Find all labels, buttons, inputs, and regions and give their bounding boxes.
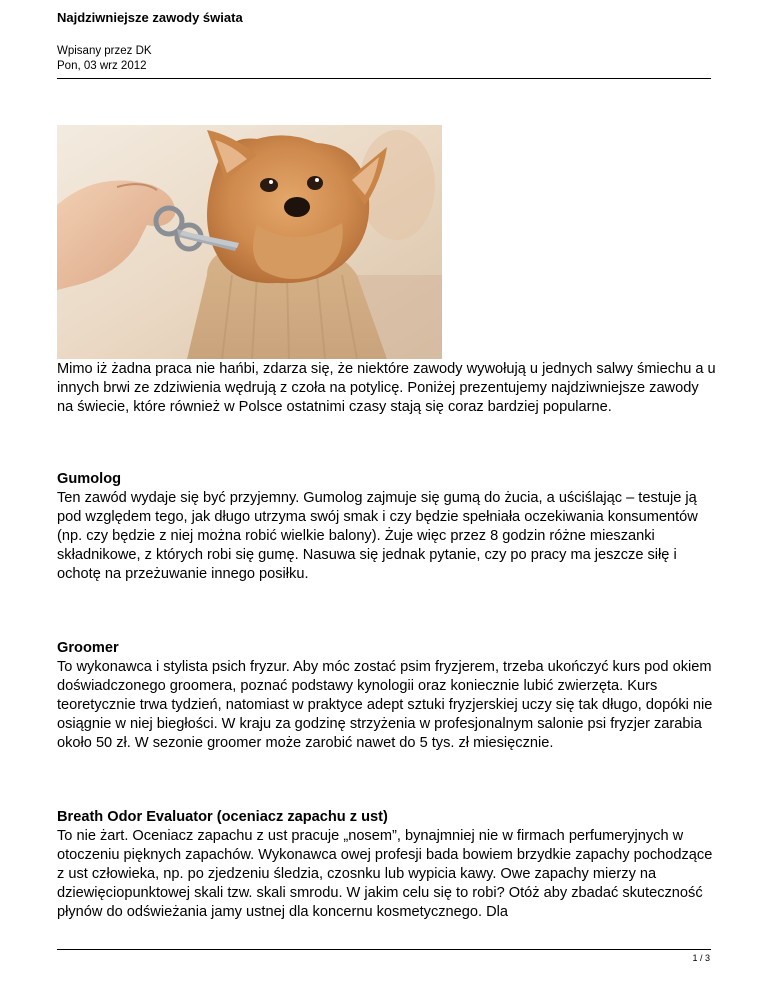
footer-divider bbox=[57, 949, 711, 950]
article-meta bbox=[57, 44, 711, 74]
page-number: 1 / 3 bbox=[692, 953, 710, 963]
section-paragraph: Ten zawód wydaje się być przyjemny. Gumolog zajmuje się gumą do żucia, a uściślając – testuje ją pod względem tego, jak długo utrzyma swój smak i czy będzie spełniała oczekiwania konsumentów (np. czy będzie z niej można robić wielkie balony). Żuje więc przez 8 godzin różne mieszanki składnikowe, z których robi się gumę. Nasuwa się jednak pytanie, czy po pracy ma jeszcze siłę i ochotę na przeżuwanie innego posiłku. bbox=[57, 490, 698, 582]
author-line: Wpisany przez DK bbox=[57, 45, 152, 57]
article-photo bbox=[57, 125, 442, 359]
section-heading: Gumolog bbox=[57, 471, 122, 487]
section-gumolog bbox=[57, 470, 717, 584]
section-heading: Groomer bbox=[57, 640, 119, 656]
document-title: Najdziwniejsze zawody świata bbox=[57, 10, 243, 25]
section-paragraph: To wykonawca i stylista psich fryzur. Aby móc zostać psim fryzjerem, trzeba ukończyć kurs pod okiem doświadczonego groomera, poznać podstawy kynologii oraz koniecznie lubić zwierzęta. Kurs teoretycznie trwa tydzień, natomiast w praktyce adept sztuki fryzjerskiej uczy się tak długo, dopóki nie osiągnie w niej biegłości. W kraju za godzinę strzyżenia w profesjonalnym salonie psi fryzjer zarabia około 50 zł. W sezonie groomer może zarobić nawet do 5 tys. zł miesięcznie. bbox=[57, 659, 713, 751]
spacer bbox=[57, 417, 717, 470]
date-line: Pon, 03 wrz 2012 bbox=[57, 60, 147, 72]
spacer bbox=[57, 753, 717, 808]
header-divider bbox=[57, 78, 711, 79]
section-groomer bbox=[57, 639, 717, 753]
intro-paragraph: Mimo iż żadna praca nie hańbi, zdarza się, że niektóre zawody wywołują u jednych salwy śmiechu a u innych brwi ze zdziwienia wędrują z czoła na potylicę. Poniżej prezentujemy najdziwniejsze zawody na świecie, które również w Polsce ostatnimi czasy stają się coraz bardziej popularne. bbox=[57, 361, 716, 415]
article-body bbox=[57, 360, 717, 922]
page-header bbox=[57, 8, 711, 74]
spacer bbox=[57, 584, 717, 639]
section-breath-odor-evaluator bbox=[57, 808, 717, 922]
section-heading: Breath Odor Evaluator (oceniacz zapachu z ust) bbox=[57, 809, 388, 825]
dog-grooming-illustration bbox=[57, 125, 442, 359]
section-paragraph: To nie żart. Oceniacz zapachu z ust pracuje „nosem”, bynajmniej nie w firmach perfumeryjnych w otoczeniu pięknych zapachów. Wykonawca owej profesji bada bowiem brzydkie zapachy pochodzące z ust człowieka, np. po zjedzeniu śledzia, czosnku lub wypicia kawy. Owe zapachy mierzy na dziewięciopunktowej skali tzw. skali smrodu. W jakim celu się to robi? Otóż aby zbadać skuteczność płynów do odświeżania jamy ustnej dla koncernu kosmetycznego. Dla bbox=[57, 828, 713, 920]
